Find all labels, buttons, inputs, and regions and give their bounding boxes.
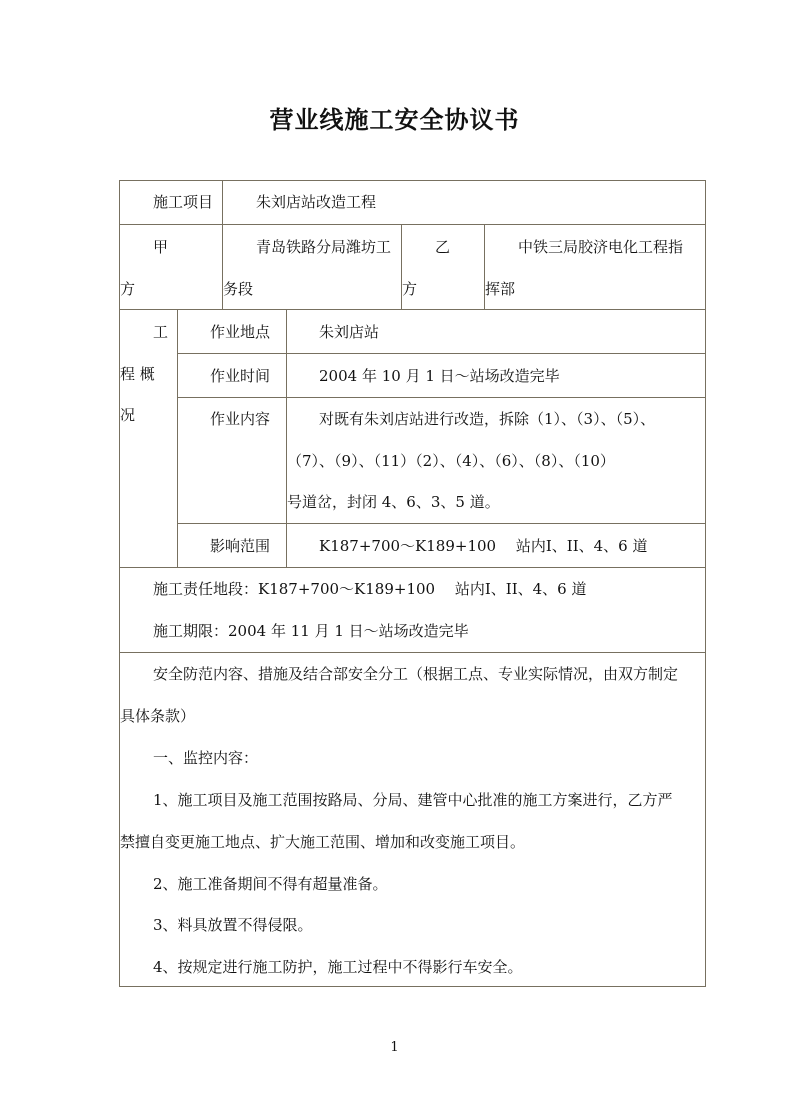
row-divider (119, 224, 706, 225)
safety-intro: 具体条款） (120, 707, 196, 725)
work-content-value: （7）、（9）、（11）（2）、（4）、（6）、（8）、（10） (287, 452, 615, 470)
responsibility-section: 施工责任地段：K187+700～K189+100 站内Ⅰ、II、4、6 道 (153, 580, 587, 598)
page-number: 1 (390, 1040, 399, 1055)
overview-label: 工 (153, 323, 169, 341)
party-b-value: 中铁三局胶济电化工程指 (518, 238, 684, 256)
construction-period: 施工期限：2004 年 11 月 1 日～站场改造完毕 (153, 622, 469, 640)
col-divider (286, 309, 287, 567)
work-content-label: 作业内容 (210, 410, 271, 428)
impact-range-value: K187+700～K189+100 站内Ⅰ、II、4、6 道 (319, 537, 648, 555)
party-b-value: 挥部 (485, 280, 516, 298)
safety-intro: 安全防范内容、措施及结合部安全分工（根据工点、专业实际情况，由双方制定 (153, 665, 679, 683)
overview-label: 程 概 (120, 365, 155, 383)
party-a-label: 方 (120, 280, 136, 298)
work-time-label: 作业时间 (210, 367, 271, 385)
row-divider (177, 353, 706, 354)
row-divider (119, 309, 706, 310)
project-value: 朱刘店站改造工程 (256, 193, 377, 211)
work-content-value: 对既有朱刘店站进行改造，拆除（1）、（3）、（5）、 (319, 410, 656, 428)
row-divider (177, 397, 706, 398)
party-a-value: 青岛铁路分局潍坊工 (256, 238, 392, 256)
work-location-value: 朱刘店站 (319, 323, 380, 341)
safety-item-2: 2、施工准备期间不得有超量准备。 (153, 875, 388, 893)
work-time-value: 2004 年 10 月 1 日～站场改造完毕 (319, 367, 560, 385)
table-border (119, 986, 706, 987)
table-border (119, 180, 120, 987)
table-border (705, 180, 706, 987)
work-content-value: 号道岔，封闭 4、6、3、5 道。 (287, 493, 500, 511)
party-b-label: 乙 (435, 238, 451, 256)
safety-item-4: 4、按规定进行施工防护，施工过程中不得影行车安全。 (153, 958, 523, 976)
row-divider (119, 567, 706, 568)
work-location-label: 作业地点 (210, 323, 271, 341)
row-divider (119, 652, 706, 653)
safety-item-3: 3、料具放置不得侵限。 (153, 916, 313, 934)
impact-range-label: 影响范围 (210, 537, 271, 555)
party-a-value: 务段 (223, 280, 254, 298)
col-divider (177, 309, 178, 567)
project-label: 施工项目 (153, 193, 214, 211)
safety-item-1: 1、施工项目及施工范围按路局、分局、建管中心批准的施工方案进行，乙方严 (153, 791, 673, 809)
document-title: 营业线施工安全协议书 (269, 106, 520, 134)
monitoring-heading: 一、监控内容： (153, 749, 259, 767)
row-divider (177, 523, 706, 524)
party-b-label: 方 (402, 280, 418, 298)
safety-item-1: 禁擅自变更施工地点、扩大施工范围、增加和改变施工项目。 (120, 833, 526, 851)
party-a-label: 甲 (153, 238, 169, 256)
table-border (119, 180, 706, 181)
overview-label: 况 (120, 406, 136, 424)
